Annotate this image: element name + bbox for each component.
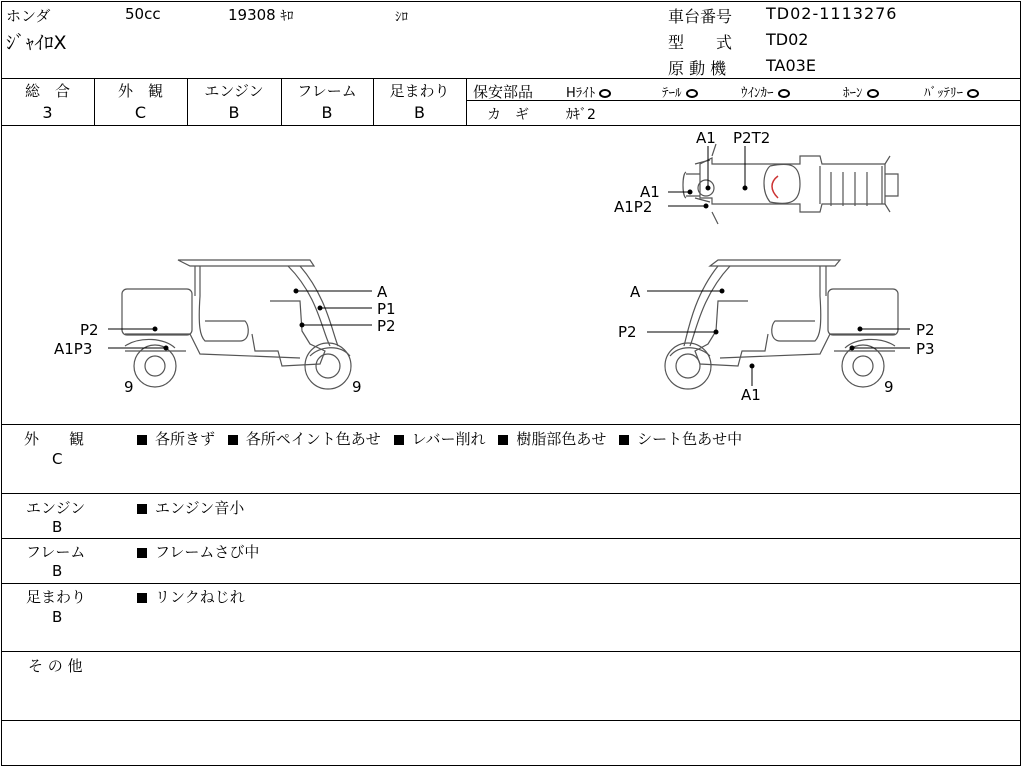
label-left-a1p3: A1P3 (54, 340, 93, 358)
label-top-a1: A1 (696, 129, 716, 147)
label-top-a1-left: A1 (640, 183, 660, 201)
scooter-top-view (683, 144, 898, 224)
frame-no-label: 車台番号 (668, 7, 733, 26)
status-ok-icon (686, 89, 698, 98)
detail-notes-engine: エンジン音小 (137, 497, 244, 518)
detail-grade-frame: B (52, 562, 63, 580)
status-ok-icon (967, 89, 979, 98)
key-label: カ ギ (487, 107, 529, 123)
engine-label: 原 動 機 (668, 59, 727, 78)
label-left-9b: 9 (352, 378, 362, 396)
displacement: 50cc (125, 5, 161, 23)
label-right-a1: A1 (741, 386, 761, 404)
rating-label-suspension: 足まわり (389, 82, 450, 100)
status-ok-icon (778, 89, 790, 98)
label-left-p2-right: P2 (377, 317, 396, 335)
label-left-9a: 9 (124, 378, 134, 396)
label-left-a: A (377, 283, 388, 301)
rating-value-engine: B (228, 103, 240, 122)
detail-notes-exterior: 各所きず 各所ペイント色あせ レバー削れ 樹脂部色あせ シート色あせ中 (137, 428, 742, 449)
rating-value-overall: 3 (42, 103, 53, 122)
engine-value: TA03E (766, 56, 816, 75)
label-right-a: A (630, 283, 641, 301)
safety-battery: ﾊﾞｯﾃﾘｰ (924, 82, 979, 101)
safety-tail: ﾃｰﾙ (662, 82, 698, 101)
detail-category-other: そ の 他 (28, 657, 83, 675)
safety-horn: ﾎｰﾝ (843, 82, 879, 101)
detail-category-frame: フレーム (26, 543, 86, 561)
model-name: ｼﾞｬｲﾛX (6, 32, 67, 54)
label-top-a1p2: A1P2 (614, 198, 653, 216)
rating-label-overall: 総 合 (24, 82, 70, 100)
rating-label-engine: エンジン (204, 82, 264, 100)
label-right-p2-left: P2 (618, 323, 637, 341)
scooter-diagram (0, 126, 1022, 424)
key-value: ｶｷﾞ2 (566, 107, 596, 123)
detail-notes-suspension: リンクねじれ (137, 586, 245, 607)
detail-category-suspension: 足まわり (26, 588, 87, 606)
frame-no: TD02-1113276 (766, 4, 898, 23)
label-left-p1: P1 (377, 300, 396, 318)
mileage: 19308 ｷﾛ (228, 6, 294, 24)
detail-notes-frame: フレームさび中 (137, 541, 259, 562)
detail-grade-engine: B (52, 518, 63, 536)
status-ok-icon (599, 89, 611, 98)
safety-label: 保安部品 (473, 83, 534, 101)
color: ｼﾛ (395, 10, 408, 25)
label-right-p2: P2 (916, 321, 935, 339)
detail-grade-exterior: C (52, 450, 63, 468)
safety-headlight: Hﾗｲﾄ (566, 82, 611, 101)
detail-grade-suspension: B (52, 608, 63, 626)
type-label: 型 式 (668, 33, 733, 52)
status-ok-icon (867, 89, 879, 98)
detail-category-exterior: 外 観 (24, 430, 85, 448)
scooter-right-view (665, 260, 898, 389)
rating-value-exterior: C (134, 103, 147, 122)
rating-label-exterior: 外 観 (117, 82, 163, 100)
label-left-p2: P2 (80, 321, 99, 339)
rating-value-frame: B (321, 103, 333, 122)
label-top-p2t2: P2T2 (733, 129, 771, 147)
safety-winker: ｳｲﾝｶｰ (741, 82, 790, 101)
detail-category-engine: エンジン (26, 499, 86, 517)
label-right-p3: P3 (916, 340, 935, 358)
rating-label-frame: フレーム (297, 82, 357, 100)
rating-value-suspension: B (414, 103, 425, 122)
type-value: TD02 (766, 30, 809, 49)
label-right-9: 9 (884, 378, 894, 396)
maker: ホンダ (6, 7, 51, 25)
